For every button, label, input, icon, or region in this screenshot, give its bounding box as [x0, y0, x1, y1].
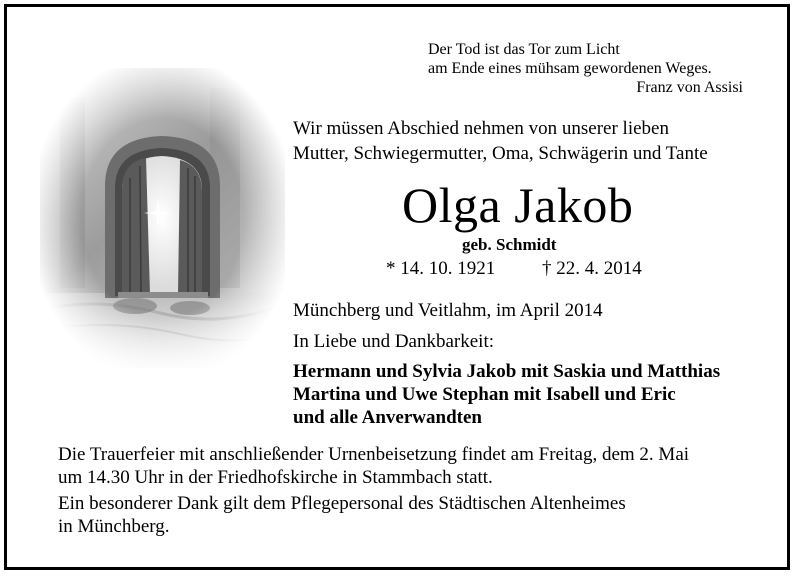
mourner-line-1: Hermann und Sylvia Jakob mit Saskia und Matthias — [293, 361, 721, 382]
quote-author: Franz von Assisi — [636, 79, 743, 96]
door-illustration — [40, 68, 285, 368]
thanks-intro: In Liebe und Dankbarkeit: — [293, 331, 495, 352]
death-date: † 22. 4. 2014 — [542, 258, 642, 279]
deceased-name: Olga Jakob — [402, 177, 634, 233]
maiden-name: geb. Schmidt — [462, 235, 557, 254]
birth-date: * 14. 10. 1921 — [386, 258, 496, 279]
intro-line-1: Wir müssen Abschied nehmen von unserer lieben — [293, 118, 669, 139]
mourner-line-2: Martina und Uwe Stephan mit Isabell und Eric — [293, 384, 676, 405]
mourner-line-3: und alle Anverwandten — [293, 407, 482, 428]
intro-line-2: Mutter, Schwiegermutter, Oma, Schwägerin und Tante — [293, 143, 708, 164]
gratitude-line-2: in Münchberg. — [58, 516, 170, 537]
ceremony-line-2: um 14.30 Uhr in der Friedhofskirche in Stammbach statt. — [58, 467, 493, 488]
ceremony-line-1: Die Trauerfeier mit anschließender Urnenbeisetzung findet am Freitag, dem 2. Mai — [58, 444, 690, 465]
quote-line-2: am Ende eines mühsam gewordenen Weges. — [428, 60, 712, 77]
gratitude-line-1: Ein besonderer Dank gilt dem Pflegepersonal des Städtischen Altenheimes — [58, 493, 626, 514]
quote-line-1: Der Tod ist das Tor zum Licht — [428, 41, 620, 58]
place-date: Münchberg und Veitlahm, im April 2014 — [293, 300, 603, 321]
